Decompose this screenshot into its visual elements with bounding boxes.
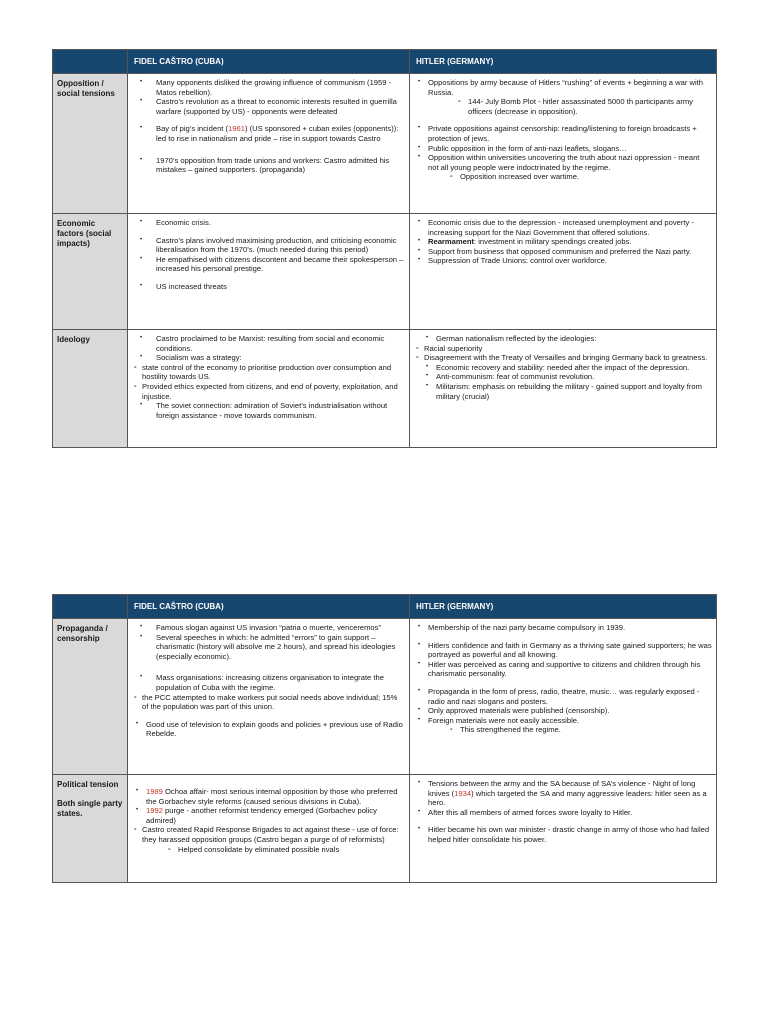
header-corner xyxy=(53,50,128,74)
row-label-ideology: Ideology xyxy=(53,330,128,448)
comparison-table-2 xyxy=(52,594,717,883)
header-castro: FIDEL CAŠTRO (CUBA) xyxy=(128,595,410,619)
list-item: • Several speeches in which: he admitted “errors” to gain support – charismatic (history will absolve me 2 hours), and spread his ideologies (especially economic). xyxy=(132,633,405,662)
row-label-propaganda: Propaganda / censorship xyxy=(53,619,128,775)
list-item: - Helped consolidate by eliminated possible rivals xyxy=(132,845,405,855)
list-item: • Economic crisis due to the depression - increased unemployment and poverty - increasing support for the Nazi Government that offered solutions. xyxy=(414,218,712,237)
list-item: • Foreign materials were not easily accessible. xyxy=(414,716,712,726)
list-item: • Economic recovery and stability: needed after the impact of the depression. xyxy=(414,363,712,373)
castro-political-cell xyxy=(128,775,410,883)
row-opposition xyxy=(53,74,717,214)
list-item: • Opposition within universities uncovering the truth about nazi oppression - meant not all young people were indoctrinated by the regime. xyxy=(414,153,712,172)
list-item: • Hitler became his own war minister - drastic change in army of those who had failed helped hitler consolidate his power. xyxy=(414,825,712,844)
list-item: • 1989 Ochoa affair- most serious internal opposition by those who preferred the Gorbachev style reforms (caused serious divisions in Cuba). xyxy=(132,787,405,806)
list-item: • Good use of television to explain goods and policies + previous use of Radio Rebelde. xyxy=(132,720,405,739)
header-corner xyxy=(53,595,128,619)
list-item: - state control of the economy to prioritise production over consumption and hostility towards US. xyxy=(132,363,405,382)
list-item: - 144- July Bomb Plot - hitler assassinated 5000 th participants army officers (decrease in opposition). xyxy=(414,97,712,116)
header-castro: FIDEL CAŠTRO (CUBA) xyxy=(128,50,410,74)
header-row xyxy=(53,50,717,74)
list-item: - This strengthened the regime. xyxy=(414,725,712,735)
row-ideology xyxy=(53,330,717,448)
list-item: • Socialism was a strategy: xyxy=(132,353,405,363)
row-political xyxy=(53,775,717,883)
list-item: - Racial superiority xyxy=(414,344,712,354)
list-item: • The soviet connection: admiration of Soviet’s industrialisation without foreign assistance - move towards communism. xyxy=(132,401,405,420)
list-item: • Bay of pig’s incident (1961) (US sponsored + cuban exiles (opponents)): led to rise in nationalism and pride – rise in support towards Castro xyxy=(132,124,405,143)
list-item: • Support from business that opposed communism and preferred the Nazi party. xyxy=(414,247,712,257)
hitler-economic-cell xyxy=(410,214,717,330)
list-item: • Famous slogan against US invasion “patria o muerte, venceremos” xyxy=(132,623,405,633)
list-item: • Suppression of Trade Unions: control over workforce. xyxy=(414,256,712,266)
header-hitler: HITLER (GERMANY) xyxy=(410,50,717,74)
header-hitler: HITLER (GERMANY) xyxy=(410,595,717,619)
list-item: • Only approved materials were published (censorship). xyxy=(414,706,712,716)
list-item: • Oppositions by army because of Hitlers “rushing” of events + beginning a war with Russia. xyxy=(414,78,712,97)
row-label-opposition: Opposition / social tensions xyxy=(53,74,128,214)
list-item: • Militarism: emphasis on rebuilding the military - gained support and loyalty from military (crucial) xyxy=(414,382,712,401)
row-economic xyxy=(53,214,717,330)
list-item: • Economic crisis. xyxy=(132,218,405,228)
list-item: • Castro proclaimed to be Marxist: resulting from social and economic conditions. xyxy=(132,334,405,353)
list-item: • German nationalism reflected by the ideologies: xyxy=(414,334,712,344)
row-propaganda xyxy=(53,619,717,775)
comparison-table-1 xyxy=(52,49,717,448)
row-sublabel-political: Both single party states. xyxy=(57,799,123,818)
hitler-political-cell xyxy=(410,775,717,883)
list-item: - Opposition increased over wartime. xyxy=(414,172,712,182)
list-item: - Disagreement with the Treaty of Versailles and bringing Germany back to greatness. xyxy=(414,353,712,363)
castro-opposition-cell xyxy=(128,74,410,214)
list-item: - Castro created Rapid Response Brigades to act against these - use of force: they harassed opposition groups (Castro began a purge of of reformists) xyxy=(132,825,405,844)
hitler-ideology-cell xyxy=(410,330,717,448)
list-item: • 1970’s opposition from trade unions and workers: Castro admitted his mistakes – gained supporters. (propaganda) xyxy=(132,156,405,175)
list-item: • US increased threats xyxy=(132,282,405,292)
list-item: • Rearmament: investment in military spendings created jobs. xyxy=(414,237,712,247)
list-item: • Private oppositions against censorship: reading/listening to foreign broadcasts + protection of jews. xyxy=(414,124,712,143)
list-item: • Anti-communism: fear of communist revolution. xyxy=(414,372,712,382)
castro-economic-cell xyxy=(128,214,410,330)
row-label-political: Political tension Both single party states. xyxy=(53,775,128,883)
castro-propaganda-cell xyxy=(128,619,410,775)
header-row xyxy=(53,595,717,619)
list-item: • Mass organisations: increasing citizens organisation to integrate the population of Cuba with the regime. xyxy=(132,673,405,692)
list-item: • Membership of the nazi party became compulsory in 1939. xyxy=(414,623,712,633)
list-item: • Public opposition in the form of anti-nazi leaflets, slogans… xyxy=(414,144,712,154)
list-item: • Castro’s plans involved maximising production, and criticising economic liberalisation from the 1970’s. (much needed during this period) xyxy=(132,236,405,255)
list-item: • After this all members of armed forces swore loyalty to Hitler. xyxy=(414,808,712,818)
list-item: • Hitler was perceived as caring and supportive to citizens and children through his charismatic personality. xyxy=(414,660,712,679)
list-item: - the PCC attempted to make workers put social needs above individual; 15% of the population was part of this union. xyxy=(132,693,405,712)
list-item: • Hitlers confidence and faith in Germany as a thriving sate gained supporters; he was portrayed as powerful and all knowing. xyxy=(414,641,712,660)
hitler-opposition-cell xyxy=(410,74,717,214)
list-item: - Provided ethics expected from citizens, and end of poverty, exploitation, and injustice. xyxy=(132,382,405,401)
list-item: • Castro’s revolution as a threat to economic interests resulted in guerrilla warfare (supported by US) - opponents were defeated xyxy=(132,97,405,116)
hitler-propaganda-cell xyxy=(410,619,717,775)
list-item: • He empathised with citizens discontent and became their spokesperson – increased his personal prestige. xyxy=(132,255,405,274)
list-item: • 1992 purge - another reformist tendency emerged (Gorbachev policy admired) xyxy=(132,806,405,825)
row-label-economic: Economic factors (social impacts) xyxy=(53,214,128,330)
list-item: • Propaganda in the form of press, radio, theatre, music… was regularly exposed - radio and nazi slogans and posters. xyxy=(414,687,712,706)
list-item: • Many opponents disliked the growing influence of communism (1959 - Matos rebellion). xyxy=(132,78,405,97)
castro-ideology-cell xyxy=(128,330,410,448)
list-item: • Tensions between the army and the SA because of SA’s violence - Night of long knives (1934) which targeted the SA and many aggressive leaders: hitler seen as a hero. xyxy=(414,779,712,808)
